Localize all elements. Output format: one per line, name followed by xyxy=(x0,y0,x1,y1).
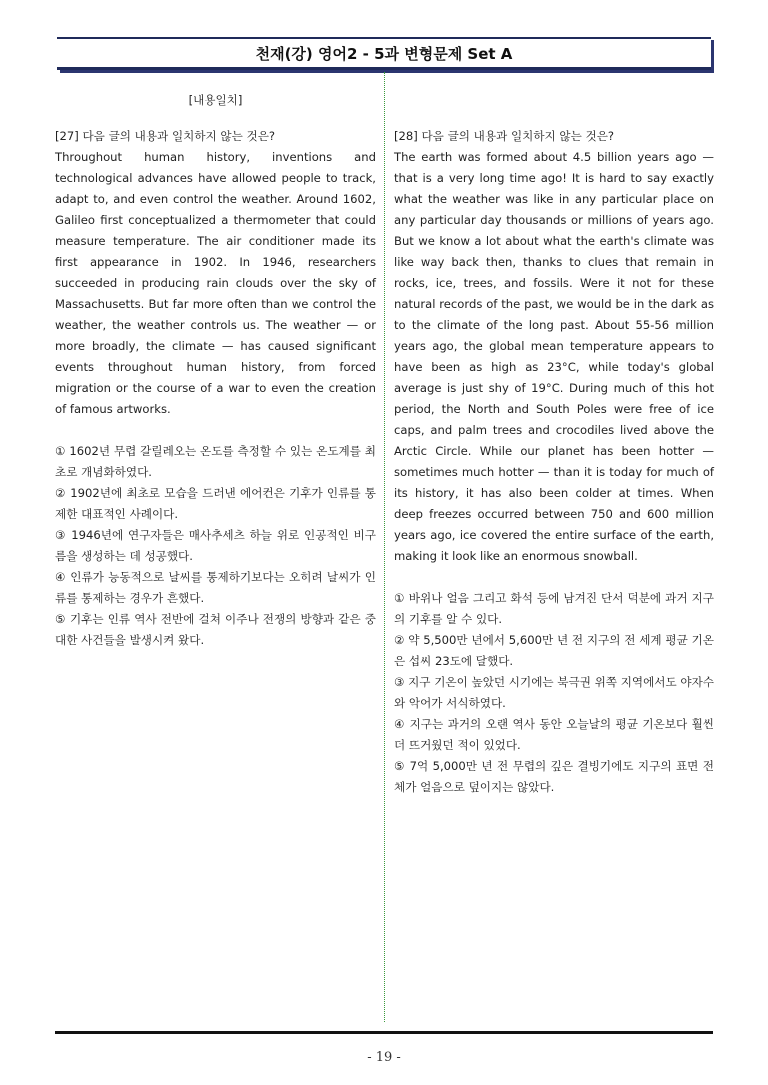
question-passage: The earth was formed about 4.5 billion years ago — that is a very long time ago! It is hard to say exactly what the weather was like in any particular place on any particular day thousands or millions of years ago. But we know a lot about what the earth's climate was like way back then, thanks to clues that remain in rocks, ice, trees, and fossils. Were it not for these natural records of the past, we would be in the dark as to the climate of the long past. About 55-56 million years ago, the global mean temperature appears to have been as high as 23°C, while today's global average is just shy of 19°C. During much of this hot period, the North and South Poles were free of ice caps, and palm trees and crocodiles lived above the Arctic Circle. While our planet has been hotter — sometimes much hotter — than it is today for much of its history, it has also been colder at times. When deep freezes occurred between 750 and 600 million years ago, ice covered the entire surface of the earth, making it look like an enormous snowball. xyxy=(394,150,714,563)
answer-option-3[interactable]: ③ 지구 기온이 높았던 시기에는 북극권 위쪽 지역에서도 야자수와 악어가 서식하였다. xyxy=(394,675,714,710)
question-passage: Throughout human history, inventions and technological advances have allowed people to track, adapt to, and even control the weather. Around 1602, Galileo first conceptualized a thermometer that could measure temperature. The air conditioner made its first appearance in 1902. In 1946, researchers succeeded in producing rain clouds over the sky of Massachusetts. But far more often than we control the weather, the weather controls us. The weather — or more broadly, the climate — has caused significant events throughout human history, from forced migration or the course of a war to even the creation of famous artworks. xyxy=(55,150,376,416)
answer-option-5[interactable]: ⑤ 7억 5,000만 년 전 무렵의 깊은 결빙기에도 지구의 표면 전체가 얼음으로 덮이지는 않았다. xyxy=(394,759,714,794)
question-27 xyxy=(55,126,376,651)
answer-option-2[interactable]: ② 약 5,500만 년에서 5,600만 년 전 지구의 전 세계 평균 기온은 섭씨 23도에 달했다. xyxy=(394,633,714,668)
question-prompt: [28] 다음 글의 내용과 일치하지 않는 것은? xyxy=(394,129,615,143)
footer-rule xyxy=(55,1031,713,1034)
answer-options xyxy=(55,441,376,651)
section-label: [내용일치] xyxy=(188,93,243,107)
question-prompt: [27] 다음 글의 내용과 일치하지 않는 것은? xyxy=(55,129,276,143)
answer-option-4[interactable]: ④ 인류가 능동적으로 날씨를 통제하기보다는 오히려 날씨가 인류를 통제하는 경우가 흔했다. xyxy=(55,570,376,605)
answer-option-1[interactable]: ① 바위나 얼음 그리고 화석 등에 남겨진 단서 덕분에 과거 지구의 기후를 알 수 있다. xyxy=(394,591,714,626)
page-number: - 19 - xyxy=(367,1050,401,1065)
answer-option-5[interactable]: ⑤ 기후는 인류 역사 전반에 걸쳐 이주나 전쟁의 방향과 같은 중대한 사건들을 발생시켜 왔다. xyxy=(55,612,376,647)
page-title: 천재(강) 영어2 - 5과 변형문제 Set A xyxy=(255,44,513,63)
question-28 xyxy=(394,126,714,798)
answer-options xyxy=(394,588,714,798)
answer-option-2[interactable]: ② 1902년에 최초로 모습을 드러낸 에어컨은 기후가 인류를 통제한 대표적인 사례이다. xyxy=(55,486,376,521)
answer-option-1[interactable]: ① 1602년 무렵 갈릴레오는 온도를 측정할 수 있는 온도계를 최초로 개념화하였다. xyxy=(55,444,376,479)
page-header xyxy=(57,37,711,70)
answer-option-3[interactable]: ③ 1946년에 연구자들은 매사추세츠 하늘 위로 인공적인 비구름을 생성하는 데 성공했다. xyxy=(55,528,376,563)
answer-option-4[interactable]: ④ 지구는 과거의 오랜 역사 동안 오늘날의 평균 기온보다 훨씬 더 뜨거웠던 적이 있었다. xyxy=(394,717,714,752)
column-divider xyxy=(384,72,385,1022)
